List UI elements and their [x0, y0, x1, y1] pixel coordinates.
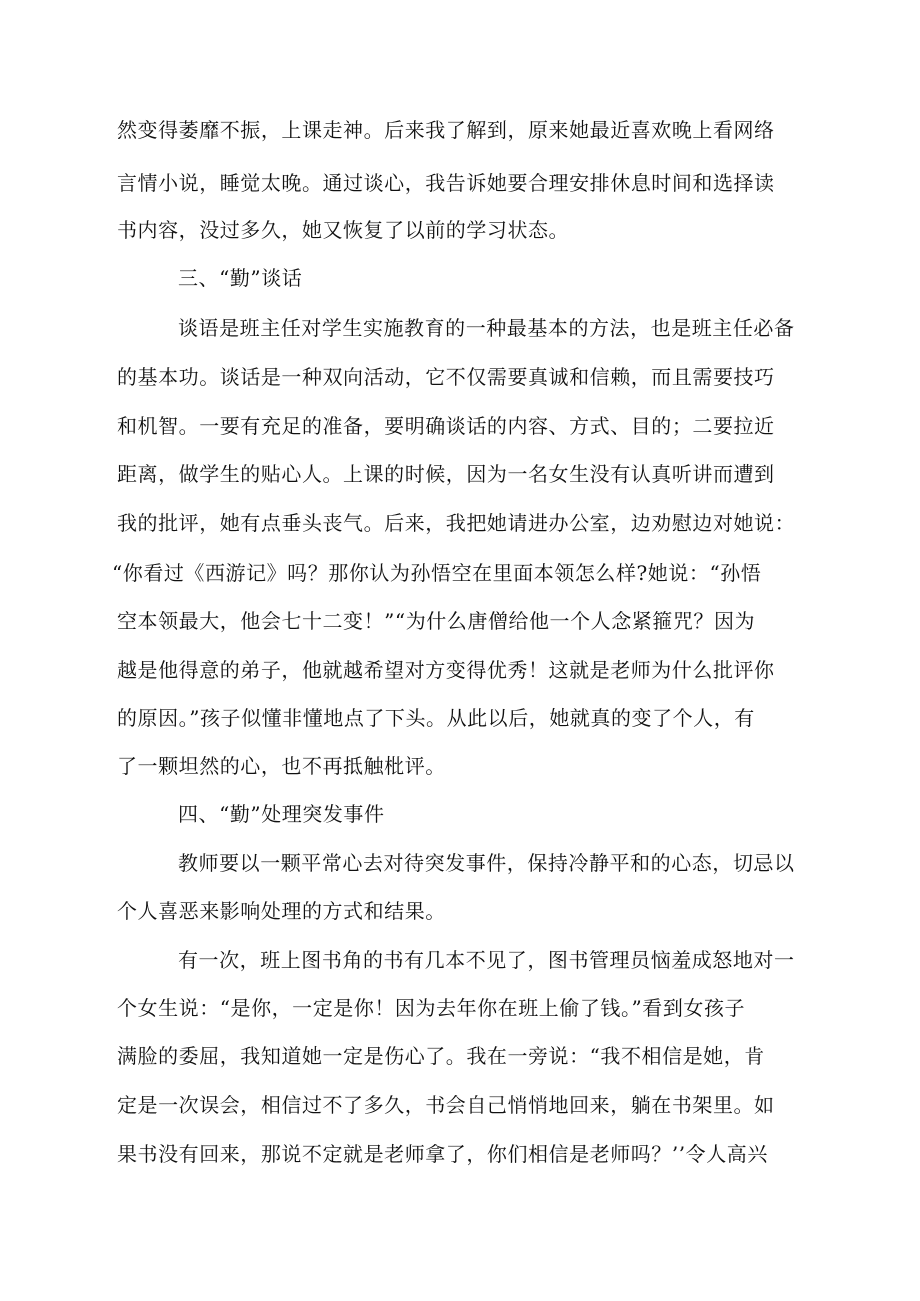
text-line: 了一颗坦然的心，也不再抵触枇评。	[117, 754, 446, 778]
text-line: 个人喜恶来影响处理的方式和结果。	[117, 899, 446, 923]
text-line: 书内容，没过多久，她又恢复了以前的学习状态。	[117, 218, 570, 242]
text-line: 果书没有回来，那说不定就是老师拿了，你们相信是老师吗？’’令人高兴	[117, 1142, 768, 1166]
text-line: 空本领最大，他会七十二变！”“为什么唐僧给他一个人念紧箍咒？因为	[117, 609, 756, 633]
text-line: 满脸的委屈，我知道她一定是伤心了。我在一旁说：“我不相信是她，肯	[117, 1044, 765, 1068]
text-line: 言情小说，睡觉太晚。通过谈心，我告诉她要合理安排休息时间和选择读	[117, 171, 775, 195]
text-line: 教师要以一颗平常心去对待突发事件，保持冷静平和的心态，切忌以	[178, 851, 795, 875]
section-heading: 四、“勤”处理突发事件	[178, 802, 385, 826]
text-line: 的原因。”孩子似懂非懂地点了下头。从此以后，她就真的变了个人，有	[117, 706, 755, 730]
text-line: 有一次，班上图书角的书有几本不见了，图书管理员恼羞成怒地对一	[178, 948, 795, 972]
section-heading: 三、“勤”谈话	[178, 266, 303, 290]
text-line: 定是一次误会，相信过不了多久，书会自己悄悄地回来，躺在书架里。如	[117, 1093, 775, 1117]
text-line: 我的批评，她有点垂头丧气。后来，我把她请进办公室，边劝慰边对她说：	[117, 511, 796, 535]
text-line: 越是他得意的弟子，他就越希望对方变得优秀！这就是老师为什么批评你	[117, 658, 775, 682]
text-line: 然变得萎靡不振，上课走神。后来我了解到，原来她最近喜欢晚上看网络	[117, 118, 775, 142]
text-line: 个女生说：“是你，一定是你！因为去年你在班上偷了钱。”看到女孩子	[117, 996, 746, 1020]
text-line: “你看过《西游记》吗？那你认为孙悟空在里面本领怎么样?她说：“孙悟	[112, 561, 762, 585]
text-line: 谈语是班主任对学生实施教育的一种最基本的方法，也是班主任必备	[178, 316, 795, 340]
text-line: 和机智。一要有充足的准备，要明确谈话的内容、方式、目的；二要拉近	[117, 414, 775, 438]
text-line: 的基本功。谈话是一种双向活动，它不仅需要真诚和信赖，而且需要技巧	[117, 365, 775, 389]
text-line: 距离，做学生的贴心人。上课的时候，因为一名女生没有认真听讲而遭到	[117, 462, 775, 486]
